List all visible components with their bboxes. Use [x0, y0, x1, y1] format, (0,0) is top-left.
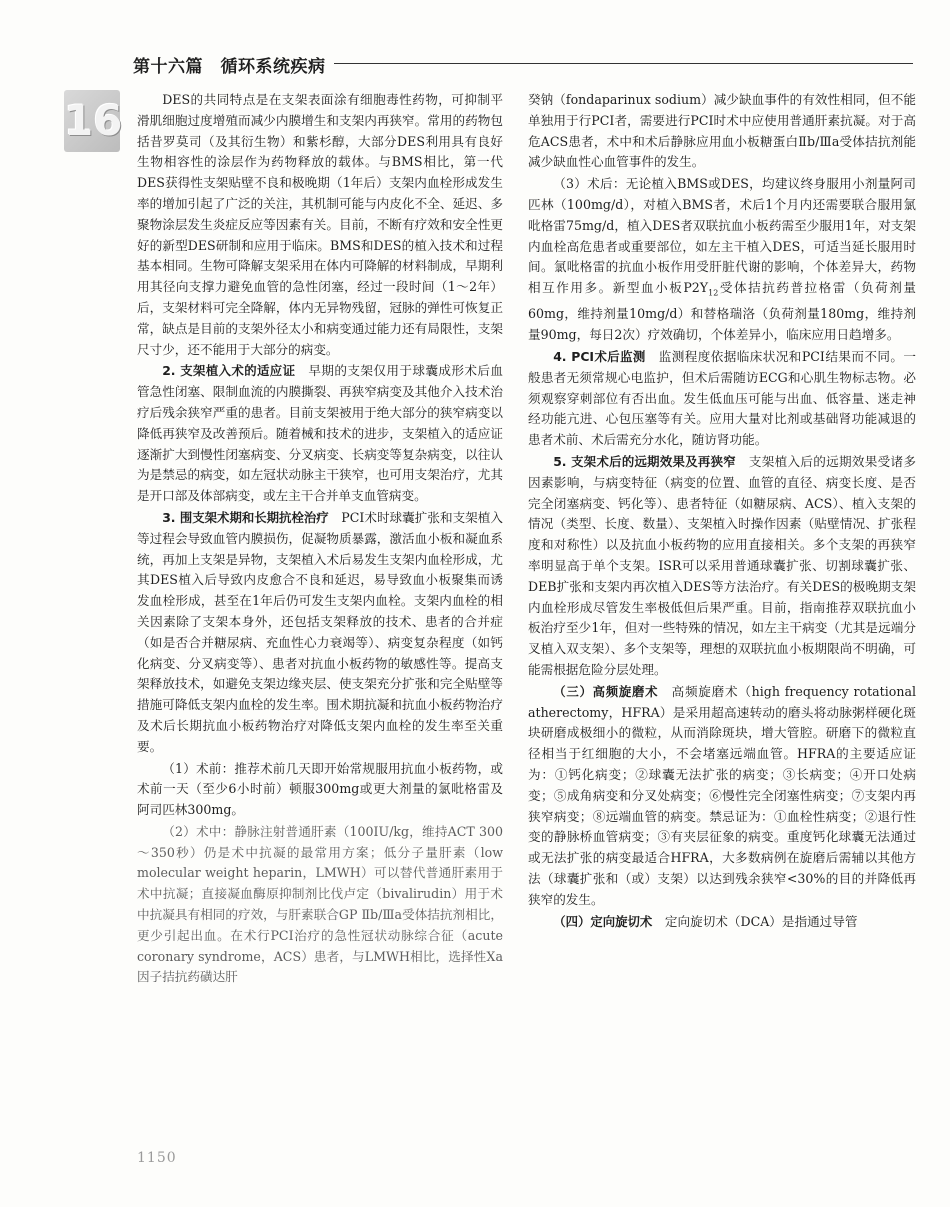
paragraph-preop: （1）术前：推荐术前几天即开始常规服用抗血小板药物，或术前一天（至少6小时前）顿服300mg或更大剂量的氯吡格雷及阿司匹林300mg。	[137, 760, 503, 818]
left-column	[137, 90, 503, 1150]
paragraph-directional-atherectomy	[528, 912, 916, 933]
chapter-number-badge: 16	[64, 90, 120, 152]
paragraph-restenosis	[528, 452, 916, 681]
section-heading: （三）高频旋磨术	[553, 683, 659, 699]
right-column	[528, 90, 916, 1160]
paragraph-antithrombotic	[137, 508, 503, 758]
section-heading: 4. PCI术后监测	[553, 349, 646, 365]
paragraph-body: PCI术时球囊扩张和支架植入等过程会导致血管内膜损伤，促凝物质暴露，激活血小板和凝血系统，再加上支架是异物，支架植入术后易发生支架内血栓形成，尤其DES植入后导致内皮愈合不良和延迟，易导致血小板聚集而诱发血栓形成，甚至在1年后仍可发生支架内血栓。支架内血栓的相关因素除了支架本身外，还包括支架释放的技术、患者的合并症（如是否合并糖尿病、充血性心力衰竭等）、病变复杂程度（如钙化病变、分叉病变等）、患者对抗血小板药物的敏感性等。提高支架释放技术，如避免支架边缘夹层、使支架充分扩张和完全贴壁等措施可降低支架内血栓的发生率。围术期抗凝和抗血小板药物治疗及术后长期抗血小板药物治疗对降低支架内血栓的发生率至关重要。	[137, 509, 503, 754]
paragraph-postop	[528, 174, 916, 346]
paragraph-fondaparinux: 癸钠（fondaparinux sodium）减少缺血事件的有效性相同，但不能单独用于行PCI者，需要进行PCI时术中应使用普通肝素抗凝。对于高危ACS患者，术中和术后静脉应用血小板糖蛋白Ⅱb/Ⅲa受体拮抗剂能减少缺血性心血管事件的发生。	[528, 92, 916, 170]
paragraph-stent-indications	[137, 361, 503, 507]
subscript: 12	[708, 288, 719, 298]
page-number: 1150	[137, 1150, 177, 1166]
paragraph-body: 高频旋磨术（high frequency rotational atherectomy，HFRA）是采用超高速转动的磨头将动脉粥样硬化斑块研磨成极细小的微粒，从而消除斑块，增大管腔。研磨下的微粒直径相当于红细胞的大小，不会堵塞远端血管。HFRA的主要适应证为：①钙化病变；②球囊无法扩张的病变；③长病变；④开口处病变；⑤成角病变和分叉处病变；⑥慢性完全闭塞性病变；⑦支架内再狭窄病变；⑧远端血管的病变。禁忌证为：①血栓性病变；②退行性变的静脉桥血管病变；③有夹层征象的病变。重度钙化球囊无法通过或无法扩张的病变最适合HFRA，大多数病例在旋磨后需辅以其他方法（球囊扩张和（或）支架）以达到残余狭窄<30%的目的并降低再狭窄的发生。	[528, 683, 916, 907]
section-heading: 3. 围支架术期和长期抗栓治疗	[162, 509, 329, 525]
paragraph-body: （3）术后：无论植入BMS或DES，均建议终身服用小剂量阿司匹林（100mg/d），对植入BMS者，术后1个月内还需要联合服用氯吡格雷75mg/d，植入DES者双联抗血小板药需至少服用1年，对支架内血栓高危患者或重要部位，如左主干植入DES，可适当延长服用时间。氯吡格雷的抗血小板作用受肝脏代谢的影响，个体差异大，药物相互作用多。新型血小板P2Y	[528, 176, 916, 296]
running-header	[133, 50, 913, 80]
paragraph-body: 受体拮抗药普拉格雷（负荷剂量60mg，维持剂量10mg/d）和替格瑞洛（负荷剂量180mg，维持剂量90mg，每日2次）疗效确切，个体差异小，临床应用日趋增多。	[528, 280, 916, 343]
section-heading: （四）定向旋切术	[553, 913, 653, 929]
paragraph-des: DES的共同特点是在支架表面涂有细胞毒性药物，可抑制平滑肌细胞过度增殖而减少内膜增生和支架内再狭窄。常用的药物包括昔罗莫司（及其衍生物）和紫杉醇，大部分DES利用具有良好生物相容性的涂层作为药物释放的载体。与BMS相比，第一代DES获得性支架贴壁不良和极晚期（1年后）支架内血栓形成发生率的增加引起了广泛的关注，其机制可能与内皮化不全、延迟、多聚物涂层发生炎症反应等因素有关。目前，不断有疗效和安全性更好的新型DES研制和应用于临床。BMS和DES的植入技术和过程基本相同。生物可降解支架采用在体内可降解的材料制成，早期利用其径向支撑力避免血管的急性闭塞，经过一段时间（1～2年）后，支架材料可完全降解，体内无异物残留，冠脉的弹性可恢复正常，缺点是目前的支架外径太小和病变通过能力还有局限性，支架尺寸少，还不能用于大部分的病变。	[137, 92, 503, 357]
paragraph-body: 监测程度依据临床状况和PCI结果而不同。一般患者无须常规心电监护，但术后需随访ECG和心肌生物标志物。必须观察穿刺部位有否出血。发生低血压可能与出血、低容量、迷走神经功能亢进、心包压塞等有关。应用大量对比剂或基础肾功能减退的患者术前、术后需充分水化，随访肾功能。	[528, 349, 916, 448]
paragraph-body: 支架植入后的远期效果受诸多因素影响，与病变特征（病变的位置、血管的直径、病变长度、是否完全闭塞病变、钙化等）、患者特征（如糖尿病、ACS）、植入支架的情况（类型、长度、数量）、支架植入时操作因素（贴壁情况、扩张程度和对称性）以及抗血小板药物的应用直接相关。多个支架的再狭窄率明显高于单个支架。ISR可以采用普通球囊扩张、切割球囊扩张、DEB扩张和支架内再次植入DES等方法治疗。有关DES的极晚期支架内血栓形成尽管发生率极低但后果严重。目前，指南推荐双联抗血小板治疗至少1年，但对一些特殊的情况，如左主干病变（尤其是远端分叉植入双支架）、多个支架等，理想的双联抗血小板期限尚不明确，可能需根据危险分层处理。	[528, 454, 916, 678]
paragraph-body: 早期的支架仅用于球囊成形术后血管急性闭塞、限制血流的内膜撕裂、再狭窄病变及其他介入技术治疗后残余狭窄严重的患者。目前支架被用于绝大部分的狭窄病变以降低再狭窄及改善预后。随着械和技术的进步，支架植入的适应证逐渐扩大到慢性闭塞病变、分叉病变、长病变等复杂病变，以往认为是禁忌的病变，如左冠状动脉主干狭窄，也可用支架治疗，尤其是开口部及体部病变，或左主干合并单支血管病变。	[137, 363, 503, 504]
section-heading: 5. 支架术后的远期效果及再狭窄	[553, 454, 736, 470]
section-heading: 2. 支架植入术的适应证	[162, 363, 296, 379]
paragraph-intraop: （2）术中：静脉注射普通肝素（100IU/kg，维持ACT 300～350秒）仍是术中抗凝的最常用方案；低分子量肝素（low molecular weight heparin，LMWH）可以替代普通肝素用于术中抗凝；直接凝血酶原抑制剂比伐卢定（bivalirudin）用于术中抗凝具有相同的疗效，与肝素联合GP Ⅱb/Ⅲa受体拮抗剂相比，更少引起出血。在术行PCI治疗的急性冠状动脉综合征（acute coronary syndrome，ACS）患者，与LMWH相比，选择性Ⅹa因子拮抗药磺达肝	[137, 823, 503, 985]
paragraph-monitoring	[528, 347, 916, 451]
part-title: 第十六篇 循环系统疾病	[133, 52, 334, 77]
paragraph-rotational-atherectomy	[528, 682, 916, 911]
paragraph-body: 定向旋切术（DCA）是指通过导管	[652, 913, 858, 929]
